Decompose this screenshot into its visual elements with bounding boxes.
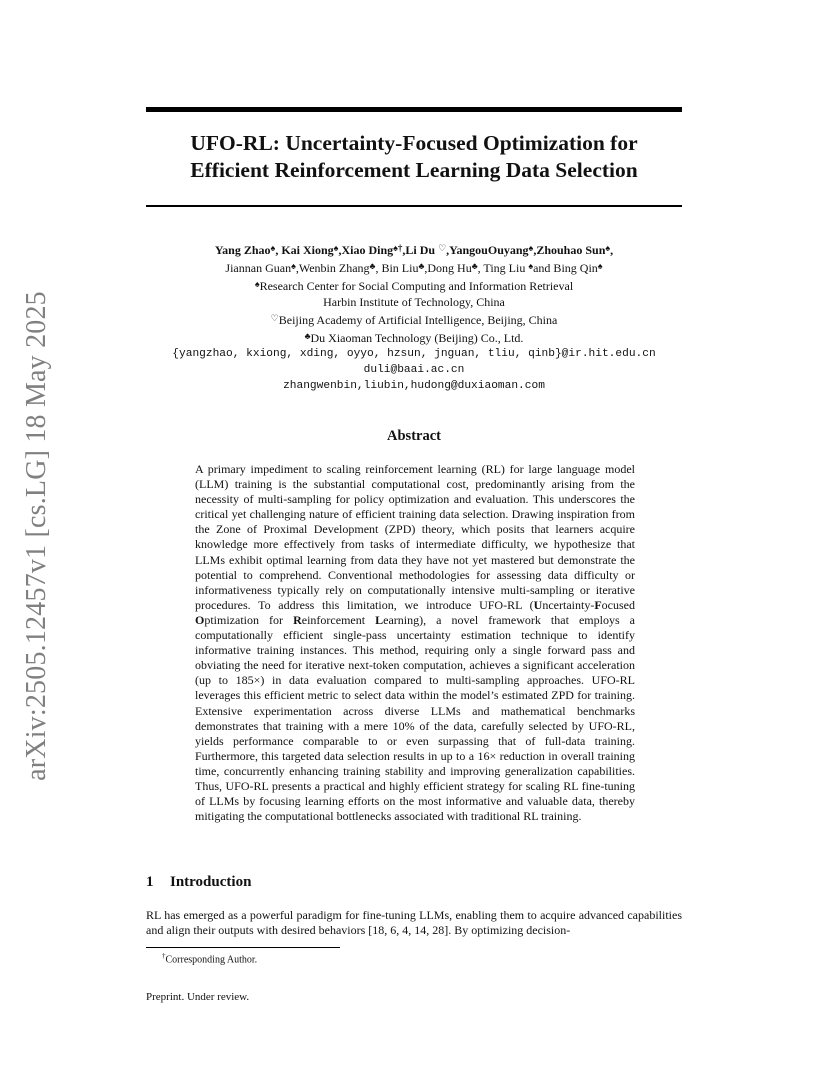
title-line-2: Efficient Reinforcement Learning Data Selection: [190, 158, 638, 182]
author-line-1: [120, 240, 708, 258]
author-name: , Kai Xiong: [275, 243, 334, 257]
paper-title: [146, 130, 682, 184]
author-name: ,Zhouhao Sun: [533, 243, 606, 257]
acronym-letter: F: [594, 597, 602, 612]
author-name: ,Xiao Ding: [338, 243, 394, 257]
introduction-text: RL has emerged as a powerful paradigm for fine-tuning LLMs, enabling them to acquire advanced capabilities and align their outputs with desired behaviors [18, 6, 4, 14, 28]. By optimizing decision-: [146, 908, 682, 938]
spade-icon: ♠: [597, 261, 603, 271]
author-name: Jiannan Guan: [225, 261, 292, 275]
section-title: Introduction: [170, 874, 252, 890]
arxiv-identifier-stamp: [20, 291, 54, 781]
footnote-text: Corresponding Author.: [165, 954, 258, 966]
acronym-letter: L: [375, 612, 384, 627]
email-line: zhangwenbin,liubin,hudong@duxiaoman.com: [283, 380, 545, 392]
dagger-icon: †: [162, 952, 166, 960]
abstract-text: A primary impediment to scaling reinforcement learning (RL) for large language model (LLM) training is the substantial computational cost, predominantly arising from the necessity of multi-sampling for policy optimization and evaluation. This underscores the critical yet challenging nature of efficient training data selection. Drawing inspiration from the Zone of Proximal Development (ZPD) theory, which posits that learners acquire knowledge more effectively from tasks of intermediate difficulty, we hypothesize that LLMs exhibit optimal learning from data they have not yet mastered but demonstrate the potential to comprehend. Conventional methodologies for assessing data difficulty or informativeness typically rely on computationally intensive multi-sampling or iterative procedures. To address this limitation, we introduce UFO-RL (: [195, 462, 635, 612]
section-heading: [146, 874, 251, 891]
heart-icon: ♡: [438, 243, 447, 253]
footnote: [162, 952, 257, 965]
spade-icon: ♠: [333, 243, 339, 253]
abstract-heading: Abstract: [387, 428, 441, 444]
author-name: ,YangouOuyang: [446, 243, 529, 257]
author-name: ,Dong Hu: [424, 261, 472, 275]
spade-icon: ♠: [291, 261, 296, 271]
affiliation-line: [120, 294, 708, 310]
club-icon: ♣: [369, 261, 376, 271]
club-icon: ♣: [471, 261, 478, 271]
abstract-text: ncertainty-: [542, 597, 595, 612]
section-number: 1: [146, 874, 154, 890]
affiliation-line: [120, 276, 708, 294]
email-line: duli@baai.ac.cn: [363, 364, 465, 376]
club-icon: ♣: [418, 261, 425, 271]
affiliation-text: Harbin Institute of Technology, China: [323, 295, 505, 309]
author-name: ,Li Du: [402, 243, 439, 257]
affiliation-line: [120, 328, 708, 346]
abstract-text: earning), a novel framework that employs a computationally efficient single-pass uncertainty estimation technique to identify informative training instances. This method, requiring only a single forward pass and obviating the need for iterative next-token computation, achieves a significant acceleration (up to 185×) in data evaluation compared to multi-sampling approaches. UFO-RL leverages this efficient metric to select data within the model’s estimated ZPD for training. Extensive experimentation across diverse LLMs and mathematical benchmarks demonstrates that training with a mere 10% of the data, carefully selected by UFO-RL, yields performance comparable to or even surpassing that of full-data training. Furthermore, this targeted data selection results in up to a 16× reduction in overall training time, concurrently enhancing training stability and improving generalization capabilities. Thus, UFO-RL presents a practical and highly efficient strategy for scaling RL fine-tuning of LLMs by focusing learning efforts on the most informative and valuable data, thereby mitigating the computational bottlenecks associated with traditional RL training.: [195, 612, 636, 824]
author-name: ,Wenbin Zhang: [295, 261, 370, 275]
author-name: and Bing Qin: [533, 261, 598, 275]
spade-dagger-icon: ♠†: [393, 243, 403, 253]
heart-icon: ♡: [270, 313, 279, 323]
spade-icon: ♠: [528, 243, 534, 253]
affiliation-text: Du Xiaoman Technology (Beijing) Co., Ltd.: [310, 331, 524, 345]
author-name: Yang Zhao: [214, 243, 271, 257]
abstract-text: ptimization for: [204, 612, 294, 627]
club-icon: ♣: [304, 331, 311, 341]
title-bottom-rule: [146, 205, 682, 207]
affiliation-line: [120, 310, 708, 328]
footnote-rule: [146, 947, 340, 948]
email-line: {yangzhao, kxiong, xding, oyyo, hzsun, jnguan, tliu, qinb}@ir.hit.edu.cn: [172, 348, 656, 360]
author-line-2: [120, 258, 708, 276]
author-separator: ,: [610, 243, 614, 257]
affiliation-text: Beijing Academy of Artificial Intelligence, Beijing, China: [278, 313, 558, 327]
acronym-letter: O: [195, 612, 205, 627]
author-name: , Ting Liu: [477, 261, 529, 275]
spade-icon: ♠: [605, 243, 611, 253]
affiliation-text: Research Center for Social Computing and Information Retrieval: [259, 279, 574, 293]
spade-icon: ♠: [270, 243, 276, 253]
spade-icon: ♠: [254, 279, 260, 289]
abstract-body: [195, 462, 635, 824]
preprint-note: Preprint. Under review.: [146, 991, 250, 1003]
acronym-letter: U: [533, 597, 543, 612]
author-block: [120, 240, 708, 394]
spade-icon: ♠: [528, 261, 534, 271]
arxiv-id-text: arXiv:2505.12457v1 [cs.LG] 18 May 2025: [21, 291, 53, 781]
acronym-letter: R: [293, 612, 302, 627]
title-top-rule: [146, 107, 682, 112]
title-line-1: UFO-RL: Uncertainty-Focused Optimization for: [190, 131, 638, 155]
abstract-text: ocused: [601, 597, 635, 612]
abstract-text: einforcement: [301, 612, 376, 627]
author-name: , Bin Liu: [375, 261, 419, 275]
